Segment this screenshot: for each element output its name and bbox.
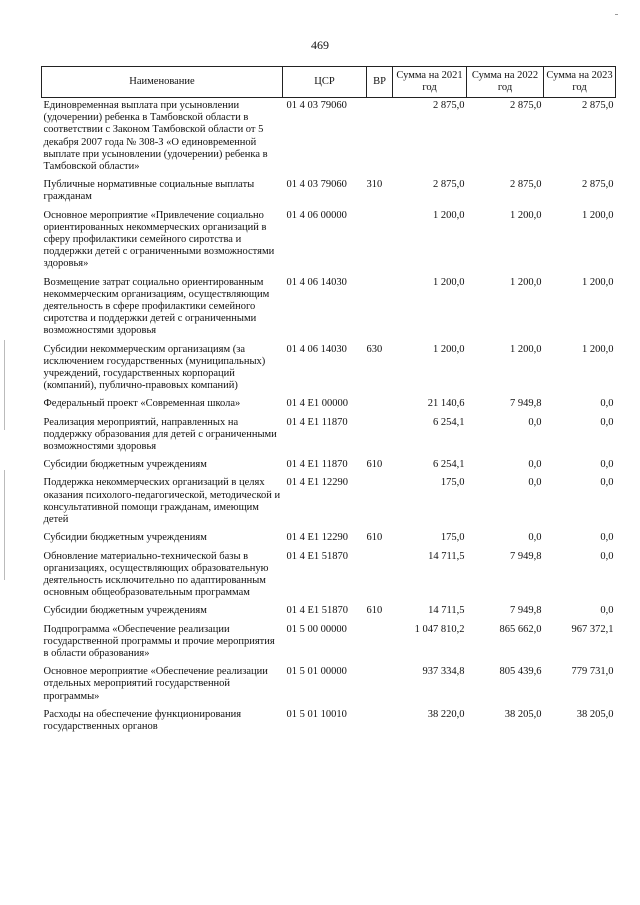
cell-sum-2021: 1 200,0 — [433, 343, 465, 355]
table-header — [42, 67, 616, 98]
header-sum-2021: Сумма на 2021 год — [393, 67, 467, 98]
cell-sum-2023: 2 875,0 — [582, 100, 614, 111]
cell-vr — [367, 98, 393, 180]
cell-sum-2022: 7 949,8 — [510, 605, 542, 617]
cell-csr: 01 4 E1 51870 — [286, 550, 349, 562]
cell-sum-2022: 7 949,8 — [510, 550, 542, 562]
cell-csr: 01 5 00 00000 — [286, 623, 347, 635]
cell-sum-2023: 0,0 — [600, 398, 614, 410]
table-row — [42, 477, 616, 532]
cell-sum-2021: 175,0 — [440, 477, 465, 489]
cell-csr: 01 4 E1 51870 — [286, 605, 349, 617]
cell-vr: 610 — [366, 532, 383, 544]
table-row — [42, 210, 616, 277]
scan-margin-line — [4, 340, 5, 430]
cell-vr — [367, 277, 393, 344]
table-row — [42, 179, 616, 209]
cell-name: Федеральный проект «Современная школа» — [43, 398, 241, 410]
cell-sum-2022: 0,0 — [528, 532, 542, 544]
cell-csr: 01 4 E1 11870 — [286, 459, 348, 471]
budget-table-container — [41, 66, 615, 739]
cell-csr: 01 5 01 00000 — [286, 666, 347, 678]
cell-vr — [367, 624, 393, 667]
cell-name: Основное мероприятие «Привлечение социально ориентированных некоммерческих организаций в сферу профилактики семейного сиротства и поддержки детей с ограниченными возможностями здоровья» — [43, 209, 275, 270]
cell-csr: 01 4 E1 00000 — [286, 398, 349, 410]
cell-name: Субсидии бюджетным учреждениям — [43, 459, 207, 471]
table-row — [42, 709, 616, 739]
header-sum-2023: Сумма на 2023 год — [544, 67, 616, 98]
table-row — [42, 666, 616, 709]
cell-name: Обновление материально-технической базы в организациях, осуществляющих образовательную деятельность исключительно по адаптированным основным общеобразовательным программам — [43, 550, 269, 599]
cell-sum-2023: 0,0 — [600, 477, 614, 489]
cell-vr — [367, 210, 393, 277]
cell-vr: 610 — [366, 459, 383, 471]
cell-sum-2023: 0,0 — [600, 550, 614, 562]
cell-sum-2022: 0,0 — [528, 459, 542, 471]
cell-vr: 310 — [366, 179, 383, 191]
cell-name: Субсидии бюджетным учреждениям — [43, 532, 207, 544]
cell-sum-2022: 7 949,8 — [510, 398, 542, 410]
cell-sum-2021: 14 711,5 — [428, 605, 465, 617]
cell-sum-2022: 2 875,0 — [510, 179, 542, 191]
cell-sum-2023: 1 200,0 — [582, 209, 614, 221]
cell-sum-2022: 0,0 — [528, 416, 542, 428]
table-row — [42, 605, 616, 623]
cell-sum-2021: 1 200,0 — [433, 209, 465, 221]
cell-csr: 01 4 06 14030 — [286, 276, 347, 288]
cell-sum-2023: 0,0 — [600, 459, 614, 471]
header-row — [42, 67, 616, 98]
table-row — [42, 98, 616, 180]
cell-name: Субсидии бюджетным учреждениям — [43, 605, 207, 617]
cell-sum-2022: 0,0 — [528, 477, 542, 489]
header-name: Наименование — [42, 67, 283, 98]
table-row — [42, 417, 616, 460]
table-row — [42, 624, 616, 667]
cell-csr: 01 4 E1 11870 — [286, 416, 348, 428]
cell-sum-2021: 175,0 — [440, 532, 465, 544]
budget-table — [41, 66, 616, 739]
cell-csr: 01 4 E1 12290 — [286, 532, 349, 544]
cell-name: Реализация мероприятий, направленных на поддержку образования для детей с ограниченными возможностями здоровья — [43, 416, 277, 453]
header-sum-2022: Сумма на 2022 год — [467, 67, 544, 98]
cell-vr: 630 — [366, 343, 383, 355]
cell-name: Единовременная выплата при усыновлении (удочерении) ребенка в Тамбовской области в соответствии с Законом Тамбовской области от 5 декабря 2007 года № 308-З «О единовременной выплате при усыновлении (удочерении) ребенка в Тамбовской области» — [43, 100, 268, 173]
cell-name: Поддержка некоммерческих организаций в целях оказания психолого-педагогической, методической и консультативной помощи гражданам, имеющим детей — [43, 477, 281, 526]
cell-sum-2021: 21 140,6 — [427, 398, 465, 410]
cell-name: Расходы на обеспечение функционирования государственных органов — [43, 708, 242, 732]
cell-sum-2023: 779 731,0 — [571, 666, 614, 678]
page-number: 469 — [311, 38, 329, 52]
cell-csr: 01 5 01 10010 — [286, 708, 347, 720]
cell-sum-2023: 0,0 — [600, 416, 614, 428]
table-row — [42, 459, 616, 477]
table-row — [42, 344, 616, 399]
cell-csr: 01 4 03 79060 — [286, 179, 347, 191]
cell-csr: 01 4 06 14030 — [286, 343, 347, 355]
cell-sum-2021: 937 334,8 — [422, 666, 465, 678]
scan-margin-line — [4, 470, 5, 580]
cell-vr — [367, 709, 393, 739]
cell-sum-2023: 0,0 — [600, 532, 614, 544]
cell-name: Субсидии некоммерческим организациям (за исключением государственных (муниципальных) учреждений, государственных корпораций (компаний), публично-правовых компаний) — [43, 343, 266, 392]
cell-sum-2023: 1 200,0 — [582, 276, 614, 288]
cell-sum-2021: 1 047 810,2 — [414, 623, 465, 635]
header-vr: ВР — [367, 67, 393, 98]
cell-sum-2021: 6 254,1 — [433, 459, 465, 471]
header-csr: ЦСР — [283, 67, 367, 98]
cell-sum-2023: 1 200,0 — [582, 343, 614, 355]
cell-name: Подпрограмма «Обеспечение реализации государственной программы и прочие мероприятия в области образования» — [43, 623, 275, 659]
cell-sum-2022: 2 875,0 — [510, 100, 542, 111]
cell-sum-2022: 1 200,0 — [510, 276, 542, 288]
cell-vr — [367, 398, 393, 416]
cell-vr: 610 — [366, 605, 383, 617]
cell-vr — [367, 477, 393, 532]
table-row — [42, 398, 616, 416]
cell-sum-2023: 0,0 — [600, 605, 614, 617]
cell-sum-2022: 1 200,0 — [510, 209, 542, 221]
table-row — [42, 551, 616, 606]
cell-vr — [367, 417, 393, 460]
cell-sum-2021: 2 875,0 — [433, 100, 465, 111]
cell-sum-2022: 805 439,6 — [499, 666, 542, 678]
cell-sum-2021: 38 220,0 — [427, 708, 465, 720]
cell-csr: 01 4 06 00000 — [286, 209, 347, 221]
cell-vr — [367, 666, 393, 709]
cell-sum-2022: 865 662,0 — [499, 623, 542, 635]
cell-sum-2022: 38 205,0 — [504, 708, 542, 720]
cell-sum-2021: 2 875,0 — [433, 179, 465, 191]
cell-sum-2023: 967 372,1 — [571, 623, 614, 635]
cell-name: Возмещение затрат социально ориентированным некоммерческим организациям, осуществляющим деятельность в сфере профилактики семейного сиротства и поддержки детей с ограниченными возможностями здоровья — [43, 276, 270, 337]
cell-csr: 01 4 E1 12290 — [286, 477, 349, 489]
cell-sum-2023: 38 205,0 — [576, 708, 614, 720]
scan-mark — [615, 14, 618, 15]
cell-sum-2022: 1 200,0 — [510, 343, 542, 355]
cell-sum-2021: 14 711,5 — [428, 550, 465, 562]
table-row — [42, 277, 616, 344]
table-body — [42, 98, 616, 740]
cell-name: Основное мероприятие «Обеспечение реализации отдельных мероприятий государственной программы» — [43, 666, 268, 702]
table-row — [42, 532, 616, 550]
cell-sum-2023: 2 875,0 — [582, 179, 614, 191]
cell-name: Публичные нормативные социальные выплаты гражданам — [43, 179, 255, 203]
cell-vr — [367, 551, 393, 606]
cell-sum-2021: 6 254,1 — [433, 416, 465, 428]
cell-sum-2021: 1 200,0 — [433, 276, 465, 288]
cell-csr: 01 4 03 79060 — [286, 100, 347, 111]
